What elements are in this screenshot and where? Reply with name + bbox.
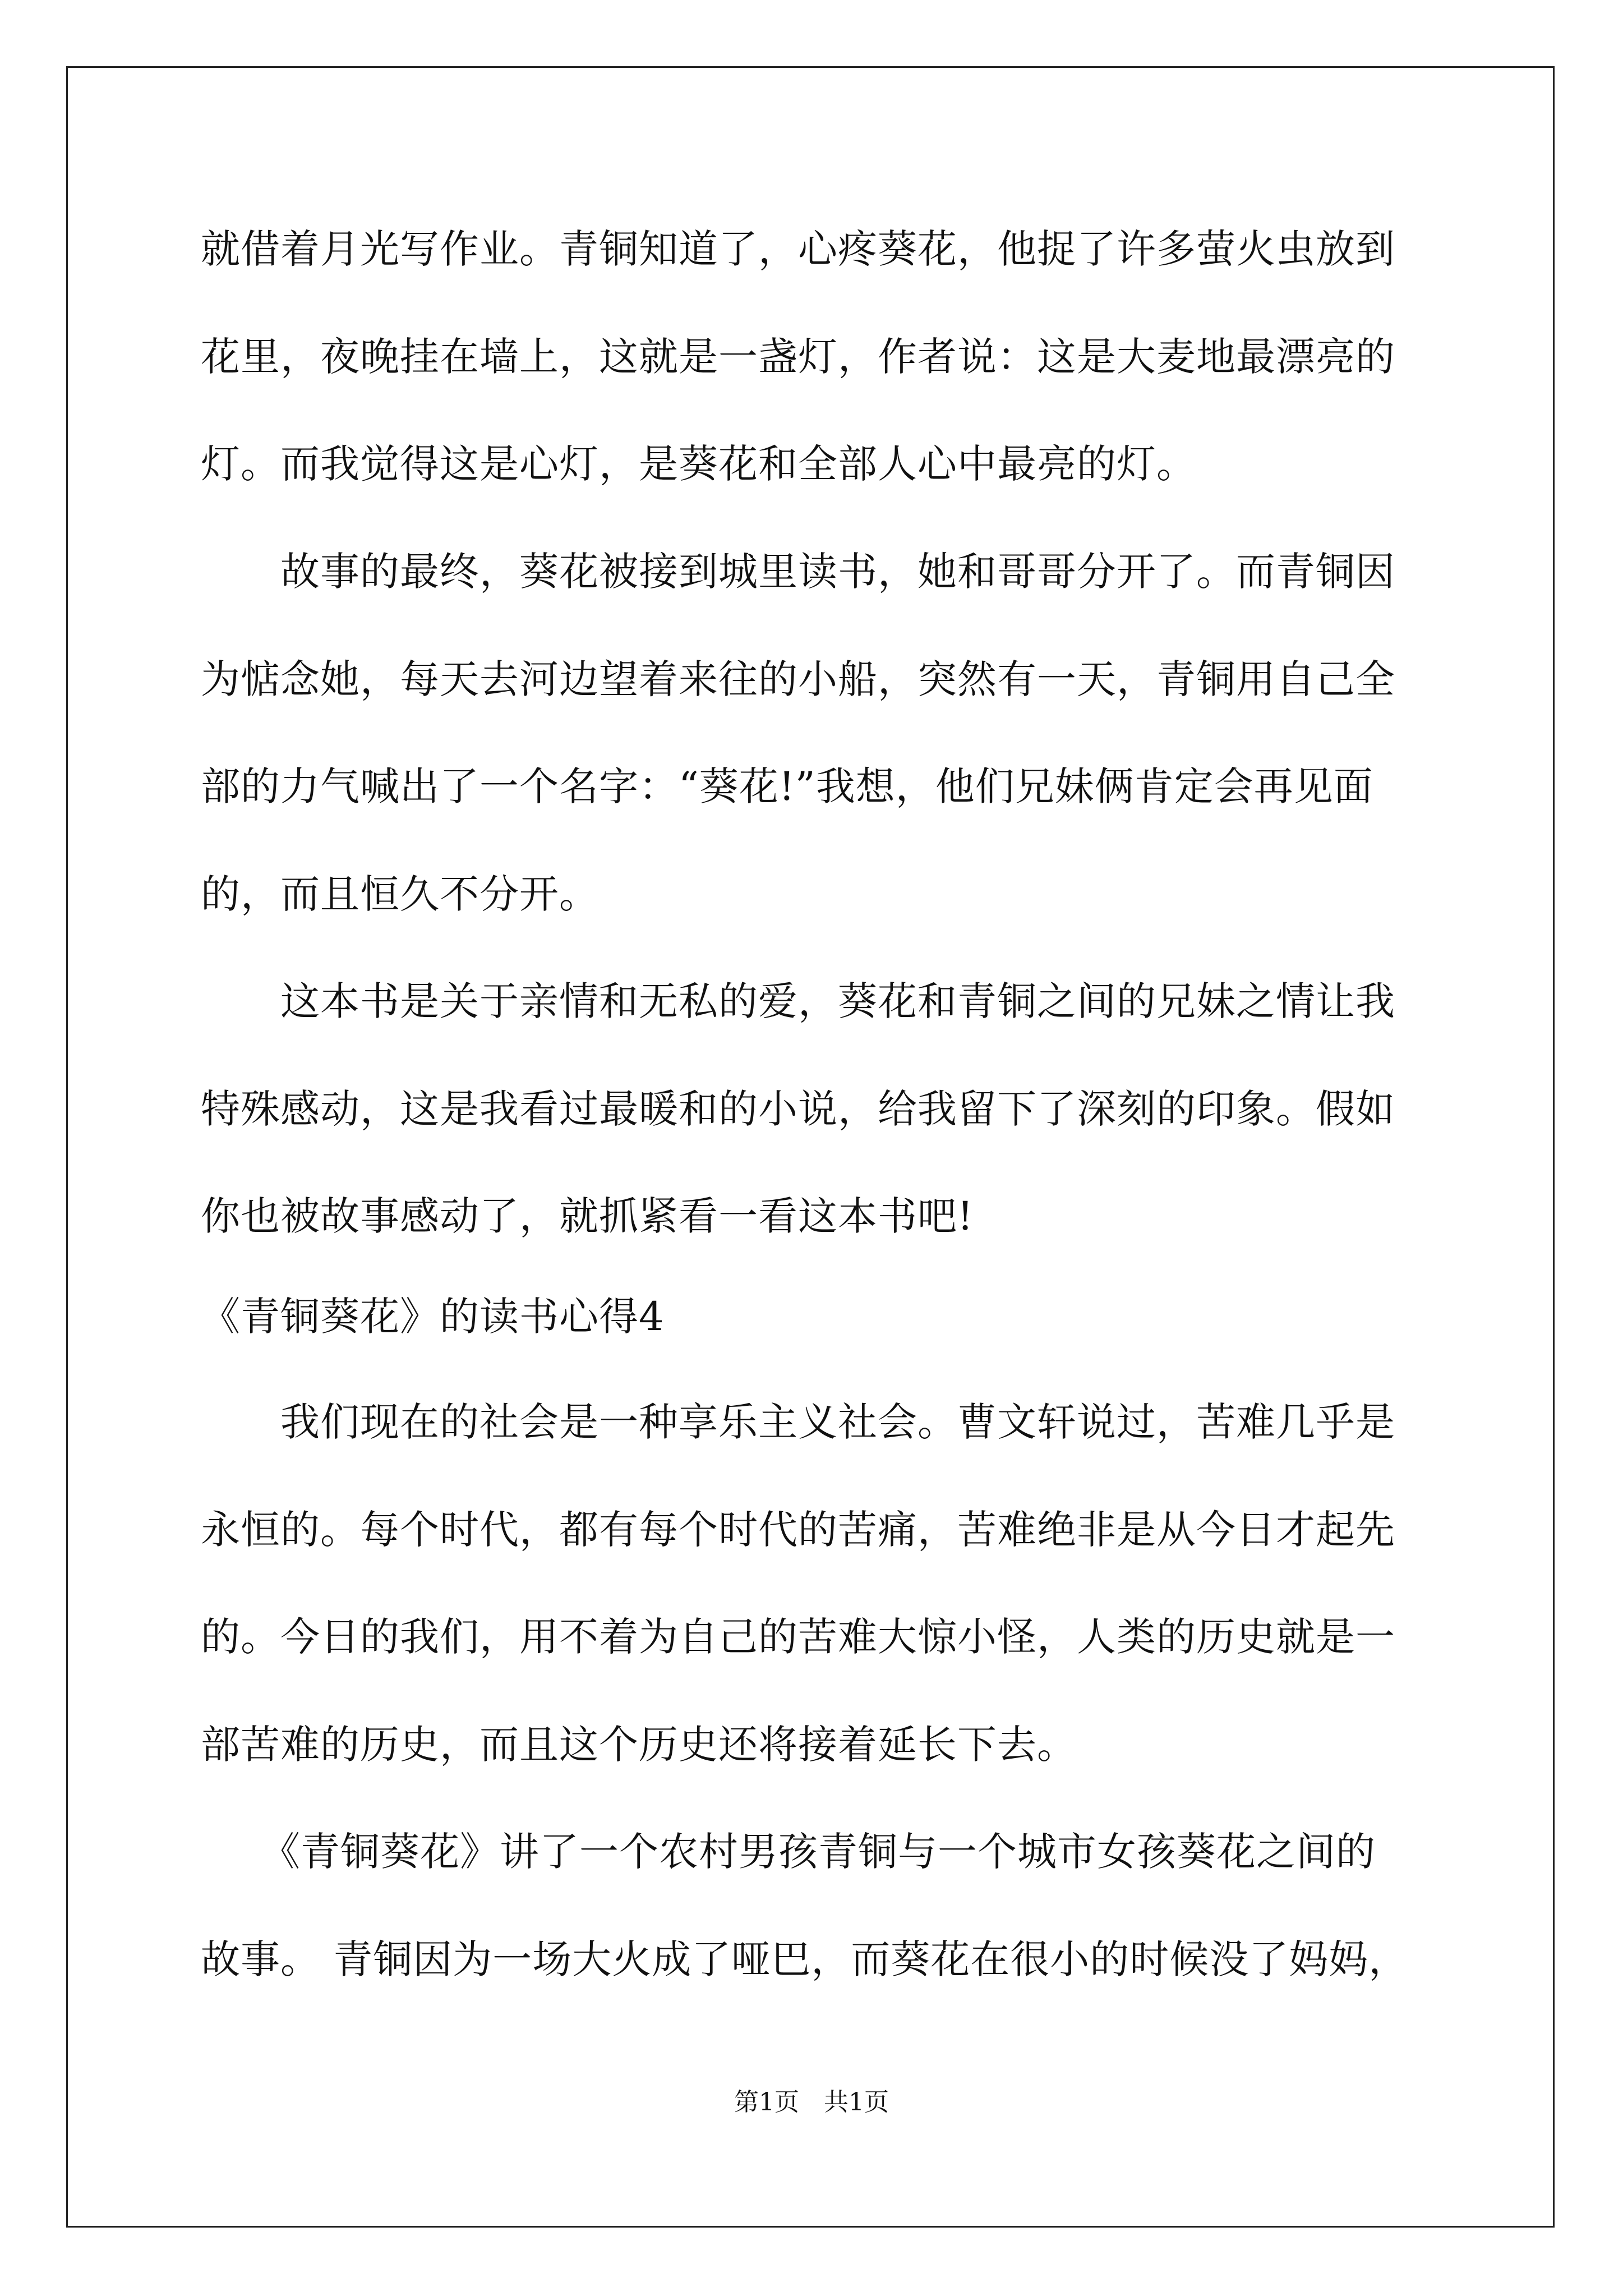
text-line: 故事。 青铜因为一场大火成了哑巴，而葵花在很小的时候没了妈妈， (201, 1936, 1409, 1982)
text-line: 你也被故事感动了，就抓紧看一看这本书吧! (201, 1193, 974, 1239)
text-line: 特殊感动，这是我看过最暖和的小说，给我留下了深刻的印象。假如 (201, 1086, 1395, 1132)
text-line: 我们现在的社会是一种享乐主义社会。曹文轩说过，苦难几乎是 (201, 1399, 1395, 1445)
page-footer: 第1页 共1页 (734, 2088, 889, 2116)
text-line: 的，而且恒久不分开。 (201, 871, 599, 917)
text-line: 部的力气喊出了一个名字：“葵花!”我想，他们兄妹俩肯定会再见面 (201, 763, 1373, 809)
text-line: 《青铜葵花》讲了一个农村男孩青铜与一个城市女孩葵花之间的 (201, 1829, 1376, 1875)
text-line: 灯。而我觉得这是心灯，是葵花和全部人心中最亮的灯。 (201, 441, 1196, 487)
text-line: 就借着月光写作业。青铜知道了，心疼葵花，他捉了许多萤火虫放到 (201, 226, 1395, 272)
section-heading: 《青铜葵花》的读书心得4 (201, 1294, 665, 1340)
text-line: 故事的最终，葵花被接到城里读书，她和哥哥分开了。而青铜因 (201, 549, 1395, 595)
text-line: 这本书是关于亲情和无私的爱，葵花和青铜之间的兄妹之情让我 (201, 978, 1395, 1024)
text-line: 永恒的。每个时代，都有每个时代的苦痛，苦难绝非是从今日才起先 (201, 1507, 1395, 1553)
text-line: 花里，夜晚挂在墙上，这就是一盏灯，作者说：这是大麦地最漂亮的 (201, 334, 1395, 380)
page-border (66, 66, 1555, 2228)
text-line: 的。今日的我们，用不着为自己的苦难大惊小怪，人类的历史就是一 (201, 1614, 1395, 1660)
text-line: 部苦难的历史，而且这个历史还将接着延长下去。 (201, 1722, 1077, 1768)
text-line: 为惦念她，每天去河边望着来往的小船，突然有一天，青铜用自己全 (201, 656, 1395, 702)
